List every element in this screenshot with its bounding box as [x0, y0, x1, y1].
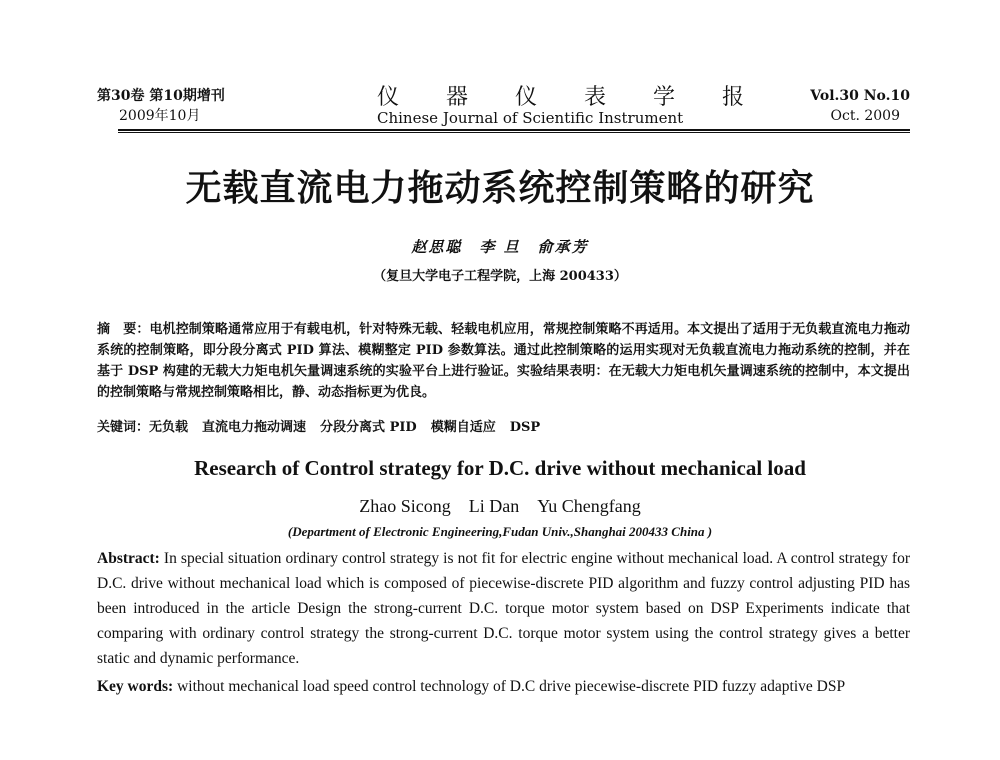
header-rule-thin: [118, 132, 910, 133]
abstract-en: [97, 546, 910, 671]
keywords-en-text: without mechanical load speed control technology of D.C drive piecewise-discrete PID fuzzy adaptive DSP: [177, 678, 846, 695]
keyword-cn: 无负载: [149, 420, 189, 435]
author-en: Li Dan: [468, 496, 520, 516]
volume-issue-en: Vol.30 No.10: [810, 88, 910, 104]
author-en: Yu Chengfang: [537, 496, 641, 516]
keyword-cn: 分段分离式 PID: [320, 420, 417, 435]
issue-info-en: [790, 86, 910, 126]
author-en: Zhao Sicong: [359, 496, 451, 516]
issue-date-en: Oct. 2009: [830, 108, 900, 124]
keyword-cn: 模糊自适应: [430, 420, 496, 435]
issue-info: [97, 86, 297, 126]
paper-title-en: Research of Control strategy for D.C. drive without mechanical load: [194, 456, 806, 480]
keyword-cn: 直流电力拖动调速: [202, 420, 307, 435]
journal-name-cn: 仪 器 仪 表 学 报: [377, 85, 764, 110]
abstract-cn: [97, 319, 910, 403]
keywords-cn-label: 关键词：: [97, 420, 150, 435]
abstract-en-text: In special situation ordinary control strategy is not fit for electric engine without mechanical load. A control strategy for D.C. drive without mechanical load which is composed of piecewise-discrete PID algorithm and fuzzy control adjusting PID has been introduced in the article Design the strong-current D.C. torque motor system based on DSP Experiments indicate that comparing with ordinary control strategy the strong-current D.C. torque motor system using the control strategy gives a better static and dynamic performance.: [97, 550, 910, 667]
journal-name: [377, 85, 764, 128]
authors-en: [0, 496, 1000, 517]
abstract-en-label: Abstract:: [97, 550, 160, 567]
keywords-en: [97, 674, 910, 699]
keywords-en-label: Key words:: [97, 678, 174, 695]
keywords-cn: [97, 418, 910, 438]
paper-title-cn: 无载直流电力拖动系统控制策略的研究: [185, 168, 815, 209]
journal-name-en: Chinese Journal of Scientific Instrument: [377, 109, 684, 127]
affiliation-en: (Department of Electronic Engineering,Fudan Univ.,Shanghai 200433 China ): [287, 524, 713, 539]
keyword-cn: DSP: [509, 420, 541, 435]
header-rule: [118, 129, 910, 131]
issue-date-cn: 2009年10月: [119, 108, 201, 124]
authors-cn: 赵思聪 李 旦 俞承芳: [411, 238, 589, 256]
affiliation-cn: （复旦大学电子工程学院，上海 200433）: [373, 269, 627, 284]
volume-issue: 第30卷 第10期增刊: [97, 88, 225, 104]
abstract-cn-label: 摘 要：: [97, 322, 150, 337]
abstract-cn-text: 电机控制策略通常应用于有载电机，针对特殊无载、轻载电机应用，常规控制策略不再适用。本文提出了适用于无负载直流电力拖动系统的控制策略，即分段分离式 PID 算法、模糊整定 PID 参数算法。通过此控制策略的运用实现对无负载直流电力拖动系统的控制，并在基于 DSP 构建的无载大力矩电机矢量调速系统的实验平台上进行验证。实验结果表明：在无载大力矩电机矢量调速系统的控制中，本文提出的控制策略与常规控制策略相比，静、动态指标更为优良。: [97, 322, 910, 400]
